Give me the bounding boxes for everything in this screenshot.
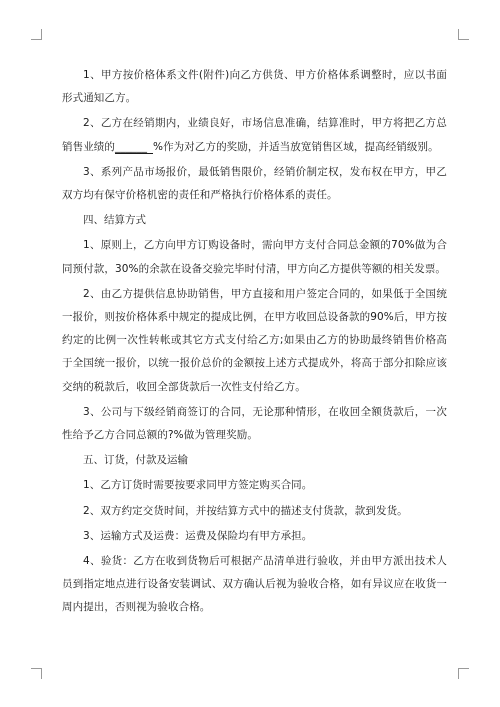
reward-percentage-blank: ______ [115,141,153,154]
price-clause-1: 1、甲方按价格体系文件(附件)向乙方供货、甲方价格体系调整时，应以书面形式通知乙方。 [62,69,447,105]
section-heading-settlement: 四、结算方式 [83,214,146,227]
ordering-clause-4: 4、验货：乙方在收到货物后可根据产品清单进行验收，并由甲方派出技术人员到指定地点进行设备安装调试、双方确认后视为验收合格，如有异议应在收货一周内提出，否则视为验收合格。 [62,555,447,614]
page-corner-mark-top-left [31,29,42,40]
ordering-clause-1: 1、乙方订货时需要按要求同甲方签定购买合同。 [83,479,313,492]
price-clause-2-text-before: 2、乙方在经销期内，业绩良好，市场信息准确，结算准时，甲方将把乙方总销售业绩的 [62,117,447,153]
page-corner-mark-top-right [458,29,469,40]
page-corner-mark-bottom-left [31,668,42,679]
settlement-clause-2: 2、由乙方提供信息协助销售，甲方直接和用户签定合同的，如果低于全国统一报价，则按价格体系中规定的提成比例，在甲方收回总设备款的90%后，甲方按约定的比例一次性转帐或其它方式支付给乙方;如果由乙方的协助最终销售价格高于全国统一报价，以统一报价总价的金额按上述方式提成外，将高于部分扣除应该交纳的税款后，收回全部货款后一次性支付给乙方。 [62,287,447,393]
price-clause-3: 3、系列产品市场报价，最低销售限价，经销价制定权，发布权在甲方，甲乙双方均有保守价格机密的责任和严格执行价格体系的责任。 [62,165,447,202]
ordering-clause-2: 2、双方约定交货时间，并按结算方式中的描述支付货款，款到发货。 [83,504,408,517]
price-clause-2-text-after: %作为对乙方的奖励，并适当放宽销售区域，提高经销级别。 [153,140,439,153]
price-clause-2 [62,112,447,158]
page-corner-mark-bottom-right [458,668,469,679]
ordering-clause-3: 3、运输方式及运费：运费及保险均有甲方承担。 [83,529,313,542]
document-page-body [62,64,447,622]
section-heading-ordering: 五、订货，付款及运输 [83,454,188,467]
settlement-clause-3: 3、公司与下级经销商签订的合同，无论那种情形，在收回全额货款后，一次性给予乙方合同总额的?%做为管理奖励。 [62,405,447,442]
settlement-clause-1: 1、原则上，乙方向甲方订购设备时，需向甲方支付合同总金额的70%做为合同预付款，30%的余款在设备交验完毕时付清，甲方向乙方提供等额的相关发票。 [62,239,447,275]
